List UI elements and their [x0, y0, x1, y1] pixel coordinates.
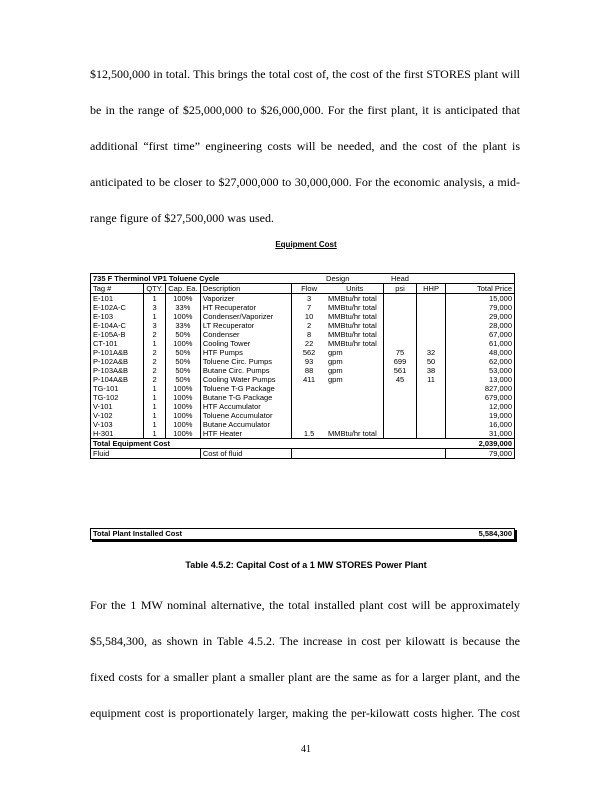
cell-flow: 88	[292, 366, 326, 375]
cell-price: 48,000	[446, 348, 515, 357]
cell-price: 61,000	[446, 339, 515, 348]
cell-psi	[384, 402, 416, 411]
cell-units	[326, 384, 384, 393]
cell-psi	[384, 321, 416, 330]
cell-desc: Butane Circ. Pumps	[200, 366, 291, 375]
fluid-value: 79,000	[446, 449, 515, 459]
cell-tag: TG-101	[91, 384, 144, 393]
total-equipment-row	[91, 439, 515, 449]
cell-cap: 100%	[165, 339, 200, 348]
table-row	[91, 384, 515, 393]
cell-cap: 33%	[165, 303, 200, 312]
header-qty: QTY.	[144, 284, 166, 294]
cell-psi: 75	[384, 348, 416, 357]
cell-cap: 100%	[165, 429, 200, 439]
header-flow: Flow	[292, 284, 326, 294]
cell-price: 31,000	[446, 429, 515, 439]
paragraph-line: anticipated to be closer to $27,000,000 to 30,000,000. For the economic analysis, a mid-	[90, 175, 520, 189]
cell-flow	[292, 402, 326, 411]
cell-hhp	[416, 429, 446, 439]
cell-price: 16,000	[446, 420, 515, 429]
paragraph-bottom	[90, 597, 520, 741]
header-psi: psi	[384, 284, 416, 294]
cell-units: MMBtu/hr total	[327, 294, 377, 303]
table-row	[91, 411, 515, 420]
cell-cap: 50%	[165, 357, 200, 366]
cell-qty: 2	[144, 375, 166, 384]
cell-tag: V-102	[91, 411, 144, 420]
table-caption: Table 4.5.2: Capital Cost of a 1 MW STORES Power Plant	[185, 560, 427, 570]
cell-psi	[384, 303, 416, 312]
cell-flow	[292, 420, 326, 429]
cell-flow: 3	[292, 294, 326, 304]
cell-hhp	[416, 330, 446, 339]
cell-desc: Cooling Tower	[200, 339, 291, 348]
cell-psi	[384, 312, 416, 321]
cell-tag: V-101	[91, 402, 144, 411]
cell-units: MMBtu/hr total	[327, 429, 377, 438]
cell-psi	[384, 294, 416, 304]
cell-hhp	[416, 303, 446, 312]
cell-flow: 8	[292, 330, 326, 339]
cell-flow: 562	[292, 348, 326, 357]
total-plant-cost-table	[90, 528, 515, 540]
total-equipment-value: 2,039,000	[446, 439, 515, 449]
table-title: Equipment Cost	[275, 240, 337, 249]
cell-psi: 45	[384, 375, 416, 384]
cell-flow: 7	[292, 303, 326, 312]
cell-flow: 1.5	[292, 429, 326, 439]
cell-desc: Toluene T-G Package	[200, 384, 291, 393]
cell-hhp: 11	[416, 375, 446, 384]
cell-qty: 3	[144, 321, 166, 330]
cell-qty: 1	[144, 312, 166, 321]
cell-desc: HTF Accumulator	[200, 402, 291, 411]
cell-tag: P-101A&B	[91, 348, 144, 357]
paragraph-top	[90, 66, 520, 246]
cell-qty: 1	[144, 384, 166, 393]
cell-units: MMBtu/hr total	[327, 339, 377, 348]
table-row	[91, 429, 515, 439]
cell-units: gpm	[327, 375, 343, 384]
section-title: 735 F Therminol VP1 Toluene Cycle	[91, 274, 292, 284]
cell-cap: 100%	[165, 312, 200, 321]
cell-qty: 1	[144, 393, 166, 402]
cell-desc: Cooling Water Pumps	[200, 375, 291, 384]
cell-cap: 50%	[165, 330, 200, 339]
cell-qty: 1	[144, 420, 166, 429]
cell-desc: Toluene Accumulator	[200, 411, 291, 420]
cell-tag: P-103A&B	[91, 366, 144, 375]
cell-desc: LT Recuperator	[200, 321, 291, 330]
head-group-header: Head	[384, 274, 416, 284]
table-row	[91, 357, 515, 366]
cell-units: MMBtu/hr total	[327, 312, 377, 321]
cell-units: gpm	[327, 366, 343, 375]
cell-psi: 699	[384, 357, 416, 366]
fluid-label: Fluid	[91, 449, 201, 459]
cell-cap: 50%	[165, 366, 200, 375]
cell-tag: V-103	[91, 420, 144, 429]
cell-hhp: 50	[416, 357, 446, 366]
equipment-cost-table	[90, 273, 515, 459]
table-row	[91, 330, 515, 339]
cell-cap: 50%	[165, 348, 200, 357]
paragraph-line: range figure of $27,500,000 was used.	[90, 211, 274, 225]
header-units: Units	[326, 284, 384, 294]
header-price: Total Price	[446, 284, 515, 294]
total-plant-value: 5,584,300	[478, 529, 512, 538]
table-row	[91, 339, 515, 348]
cell-hhp	[416, 312, 446, 321]
cell-price: 53,000	[446, 366, 515, 375]
cell-desc: Toluene Circ. Pumps	[200, 357, 291, 366]
cell-units: gpm	[327, 357, 343, 366]
cell-psi	[384, 339, 416, 348]
cell-tag: E-102A-C	[91, 303, 144, 312]
cell-price: 19,000	[446, 411, 515, 420]
cell-flow: 10	[292, 312, 326, 321]
cell-flow: 22	[292, 339, 326, 348]
cell-flow: 411	[292, 375, 326, 384]
cell-psi	[384, 429, 416, 439]
design-group-header: Design	[292, 274, 384, 284]
cell-flow: 93	[292, 357, 326, 366]
cell-hhp	[416, 393, 446, 402]
cell-tag: TG-102	[91, 393, 144, 402]
cell-psi: 561	[384, 366, 416, 375]
cell-tag: P-102A&B	[91, 357, 144, 366]
cell-tag: P-104A&B	[91, 375, 144, 384]
cell-desc: HTF Pumps	[200, 348, 291, 357]
table-row	[91, 420, 515, 429]
cell-flow	[292, 393, 326, 402]
header-cap: Cap. Ea.	[165, 284, 200, 294]
cell-price: 29,000	[446, 312, 515, 321]
cell-price: 679,000	[446, 393, 515, 402]
cell-cap: 100%	[165, 294, 200, 304]
cell-tag: E-103	[91, 312, 144, 321]
table-row	[91, 312, 515, 321]
cell-qty: 2	[144, 348, 166, 357]
cell-price: 28,000	[446, 321, 515, 330]
cell-units	[326, 402, 384, 411]
cell-cap: 100%	[165, 402, 200, 411]
cell-cap: 50%	[165, 375, 200, 384]
cell-psi	[384, 330, 416, 339]
cell-hhp	[416, 402, 446, 411]
table-row	[91, 294, 515, 304]
cell-tag: E-101	[91, 294, 144, 304]
cell-qty: 1	[144, 429, 166, 439]
cell-cap: 100%	[165, 420, 200, 429]
cell-hhp	[416, 294, 446, 304]
cell-tag: H-301	[91, 429, 144, 439]
cell-price: 827,000	[446, 384, 515, 393]
paragraph-line: additional “first time” engineering costs will be needed, and the cost of the plant is	[90, 139, 520, 153]
cell-desc: Condenser/Vaporizer	[200, 312, 291, 321]
cell-cap: 33%	[165, 321, 200, 330]
cell-flow	[292, 411, 326, 420]
header-description: Description	[200, 284, 291, 294]
cell-desc: HT Recuperator	[200, 303, 291, 312]
cell-qty: 1	[144, 411, 166, 420]
header-hhp: HHP	[416, 284, 446, 294]
cell-cap: 100%	[165, 384, 200, 393]
cell-desc: Vaporizer	[200, 294, 291, 304]
cell-qty: 3	[144, 303, 166, 312]
table-row	[91, 348, 515, 357]
cell-price: 62,000	[446, 357, 515, 366]
cell-cap: 100%	[165, 393, 200, 402]
cell-psi	[384, 393, 416, 402]
cell-units: gpm	[327, 348, 343, 357]
table-row	[91, 402, 515, 411]
cell-price: 13,000	[446, 375, 515, 384]
paragraph-line: For the 1 MW nominal alternative, the total installed plant cost will be approximately	[90, 598, 520, 612]
paragraph-line: $12,500,000 in total. This brings the total cost of, the cost of the first STORES plant will	[90, 67, 520, 81]
cell-hhp	[416, 420, 446, 429]
table-row	[91, 303, 515, 312]
cell-desc: HTF Heater	[200, 429, 291, 439]
cell-desc: Butane Accumulator	[200, 420, 291, 429]
header-tag: Tag #	[91, 284, 144, 294]
fluid-row	[91, 449, 515, 459]
table-row	[91, 393, 515, 402]
cell-psi	[384, 420, 416, 429]
cell-qty: 1	[144, 294, 166, 304]
paragraph-line: be in the range of $25,000,000 to $26,000,000. For the first plant, it is anticipated that	[90, 103, 520, 117]
cell-units	[326, 411, 384, 420]
cell-psi	[384, 384, 416, 393]
cell-cap: 100%	[165, 411, 200, 420]
cell-qty: 2	[144, 366, 166, 375]
cell-hhp	[416, 321, 446, 330]
cell-hhp	[416, 411, 446, 420]
cell-hhp	[416, 384, 446, 393]
table-row	[91, 366, 515, 375]
cell-qty: 2	[144, 357, 166, 366]
cell-price: 67,000	[446, 330, 515, 339]
cell-flow: 2	[292, 321, 326, 330]
cell-tag: E-105A-B	[91, 330, 144, 339]
cell-hhp: 32	[416, 348, 446, 357]
cell-desc: Condenser	[200, 330, 291, 339]
cell-price: 79,000	[446, 303, 515, 312]
total-plant-label: Total Plant Installed Cost	[93, 529, 183, 538]
cell-units: MMBtu/hr total	[327, 303, 377, 312]
cell-units: MMBtu/hr total	[327, 321, 377, 330]
cell-price: 15,000	[446, 294, 515, 304]
page-number: 41	[301, 744, 311, 755]
cell-hhp	[416, 339, 446, 348]
fluid-description: Cost of fluid	[200, 449, 291, 459]
total-equipment-label: Total Equipment Cost	[91, 439, 292, 449]
cell-qty: 1	[144, 402, 166, 411]
cell-units	[326, 393, 384, 402]
table-row	[91, 375, 515, 384]
table-row	[91, 321, 515, 330]
cell-qty: 1	[144, 339, 166, 348]
paragraph-line: $5,584,300, as shown in Table 4.5.2. The increase in cost per kilowatt is because the	[90, 634, 520, 648]
cell-desc: Butane T-G Package	[200, 393, 291, 402]
cell-units: MMBtu/hr total	[327, 330, 377, 339]
paragraph-line: fixed costs for a smaller plant a smaller plant are the same as for a larger plant, and the	[90, 670, 520, 684]
cell-qty: 2	[144, 330, 166, 339]
paragraph-line: equipment cost is proportionately larger, making the per-kilowatt costs higher. The cost	[90, 706, 520, 720]
cell-units	[326, 420, 384, 429]
cell-tag: CT-101	[91, 339, 144, 348]
cell-tag: E-104A-C	[91, 321, 144, 330]
cell-flow	[292, 384, 326, 393]
cell-price: 12,000	[446, 402, 515, 411]
cell-hhp: 38	[416, 366, 446, 375]
cell-psi	[384, 411, 416, 420]
